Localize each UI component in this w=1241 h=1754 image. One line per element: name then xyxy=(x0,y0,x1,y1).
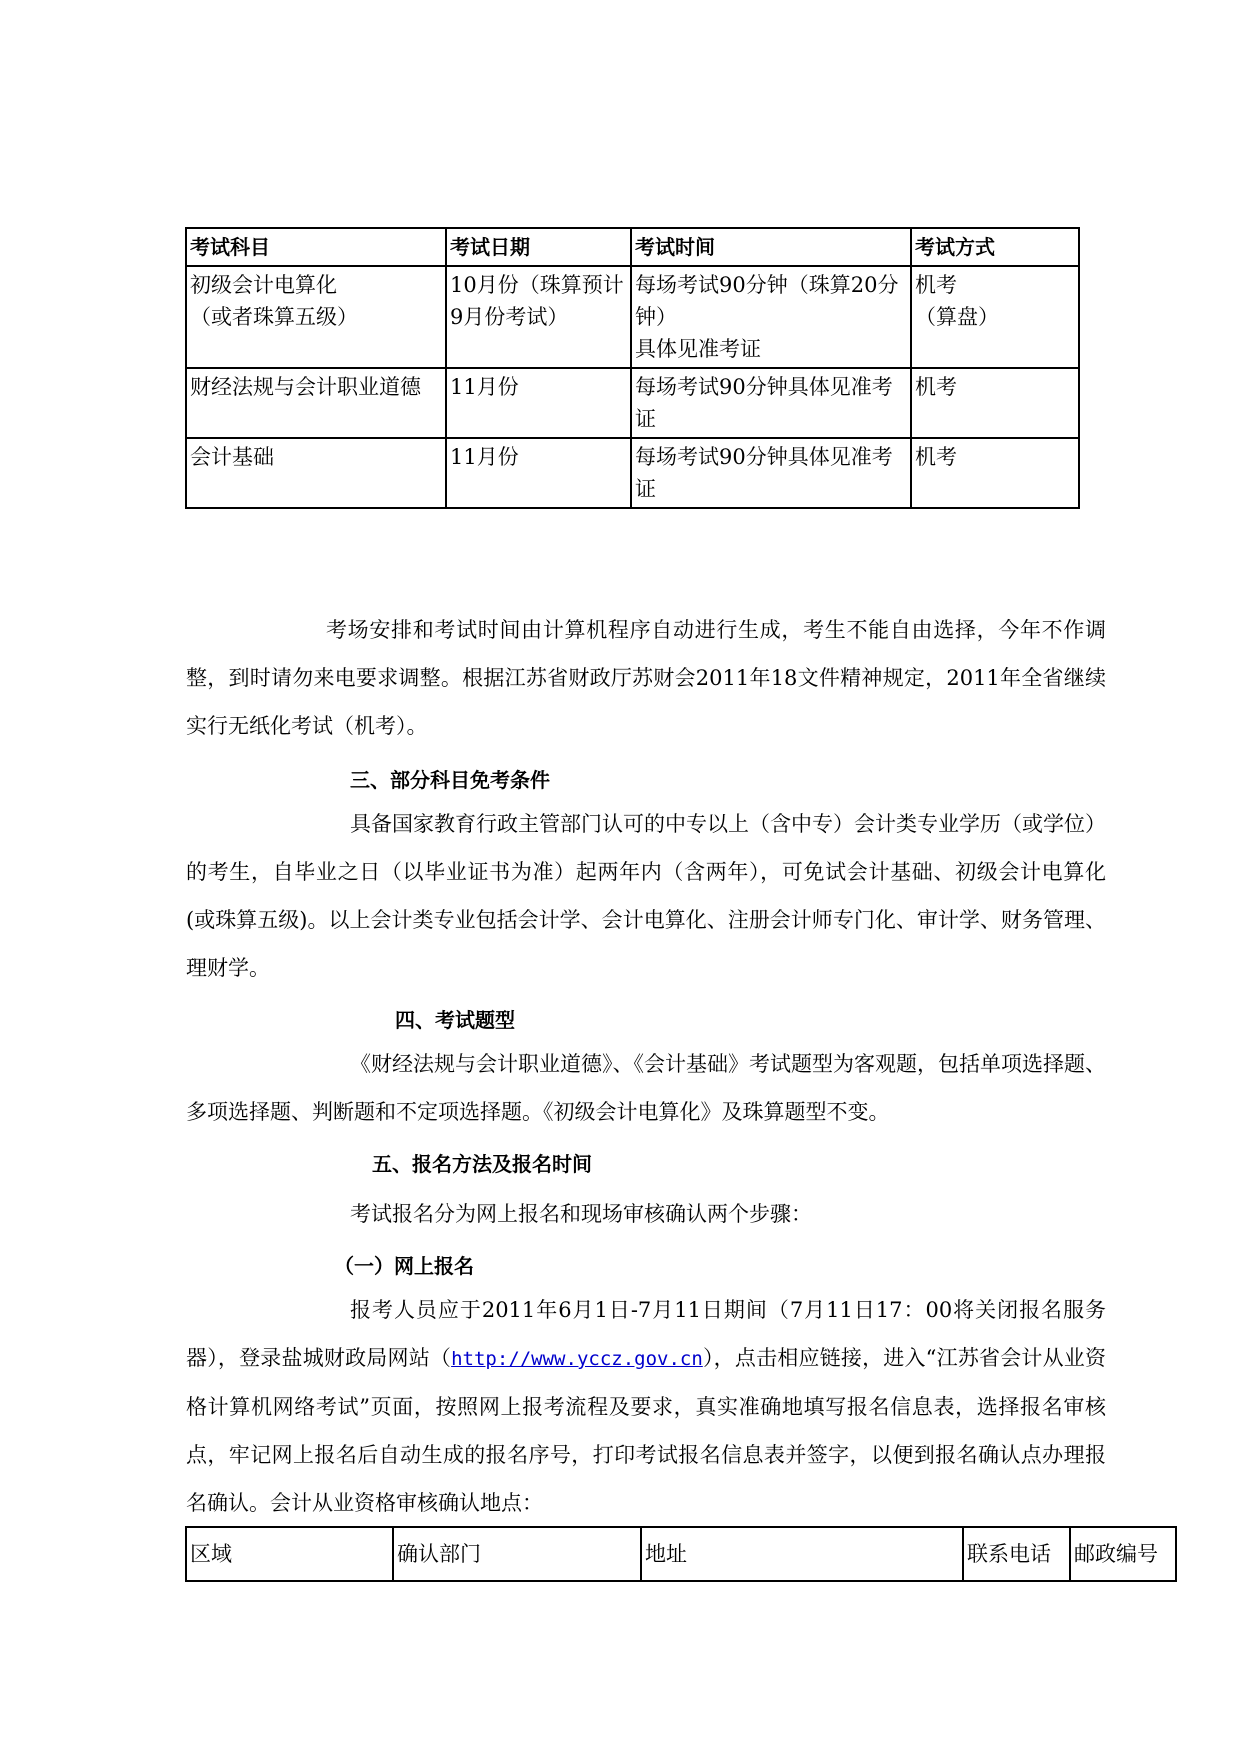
cell-time: 每场考试90分钟具体见准考证 xyxy=(631,368,911,438)
online-registration-body xyxy=(186,1286,1106,1527)
cell-date: 11月份 xyxy=(446,438,631,508)
header-region: 区域 xyxy=(186,1527,393,1581)
section-5-heading: 五、报名方法及报名时间 xyxy=(372,1152,592,1176)
section-3-body: 具备国家教育行政主管部门认可的中专以上（含中专）会计类专业学历（或学位）的考生，自毕业之日（以毕业证书为准）起两年内（含两年），可免试会计基础、初级会计电算化(或珠算五级)。以上会计类专业包括会计学、会计电算化、注册会计师专门化、审计学、财务管理、理财学。 xyxy=(186,812,1106,980)
header-method: 考试方式 xyxy=(911,228,1079,266)
section-5-intro: 考试报名分为网上报名和现场审核确认两个步骤： xyxy=(350,1202,812,1226)
online-text-after-link: ），点击相应链接，进入“江苏省会计从业资格计算机网络考试”页面，按照网上报考流程及要求，真实准确地填写报名信息表，选择报名审核点，牢记网上报名后自动生成的报名序号，打印考试报名信息表并签字，以便到报名确认点办理报名确认。会计从业资格审核确认地点： xyxy=(186,1346,1107,1515)
confirmation-locations-table xyxy=(185,1526,1177,1582)
online-text-before-link: 报考人员应于2011年6月1日-7月11日期间（7月11日17：00将关闭报名服务器），登录盐城财政局网站（ xyxy=(186,1298,1106,1370)
cell-time: 每场考试90分钟（珠算20分钟） 具体见准考证 xyxy=(631,266,911,368)
table-header-row xyxy=(186,228,1079,266)
header-time: 考试时间 xyxy=(631,228,911,266)
table-header-row xyxy=(186,1527,1176,1581)
table-row xyxy=(186,266,1079,368)
header-subject: 考试科目 xyxy=(186,228,446,266)
cell-method: 机考 xyxy=(911,438,1079,508)
table-row xyxy=(186,368,1079,438)
header-phone: 联系电话 xyxy=(963,1527,1070,1581)
cell-subject: 财经法规与会计职业道德 xyxy=(186,368,446,438)
section-3-heading: 三、部分科目免考条件 xyxy=(350,768,550,792)
cell-date: 11月份 xyxy=(446,368,631,438)
header-address: 地址 xyxy=(641,1527,963,1581)
cell-time: 每场考试90分钟具体见准考证 xyxy=(631,438,911,508)
subsection-online-heading: （一）网上报名 xyxy=(334,1254,474,1278)
cell-date: 10月份（珠算预计9月份考试） xyxy=(446,266,631,368)
header-department: 确认部门 xyxy=(393,1527,641,1581)
header-date: 考试日期 xyxy=(446,228,631,266)
cell-subject: 初级会计电算化 （或者珠算五级） xyxy=(186,266,446,368)
header-postcode: 邮政编号 xyxy=(1070,1527,1176,1581)
cell-method: 机考 xyxy=(911,368,1079,438)
section-4-body: 《财经法规与会计职业道德》、《会计基础》考试题型为客观题，包括单项选择题、多项选择题、判断题和不定项选择题。《初级会计电算化》及珠算题型不变。 xyxy=(186,1052,1106,1124)
exam-schedule-table xyxy=(185,227,1080,509)
section-4-heading: 四、考试题型 xyxy=(395,1008,515,1032)
schedule-paragraph: 考场安排和考试时间由计算机程序自动进行生成，考生不能自由选择，今年不作调整，到时请勿来电要求调整。根据江苏省财政厅苏财会2011年18文件精神规定，2011年全省继续实行无纸化考试（机考）。 xyxy=(186,618,1106,738)
cell-subject: 会计基础 xyxy=(186,438,446,508)
cell-method: 机考 （算盘） xyxy=(911,266,1079,368)
website-link[interactable]: http://www.yccz.gov.cn xyxy=(451,1348,703,1370)
table-row xyxy=(186,438,1079,508)
